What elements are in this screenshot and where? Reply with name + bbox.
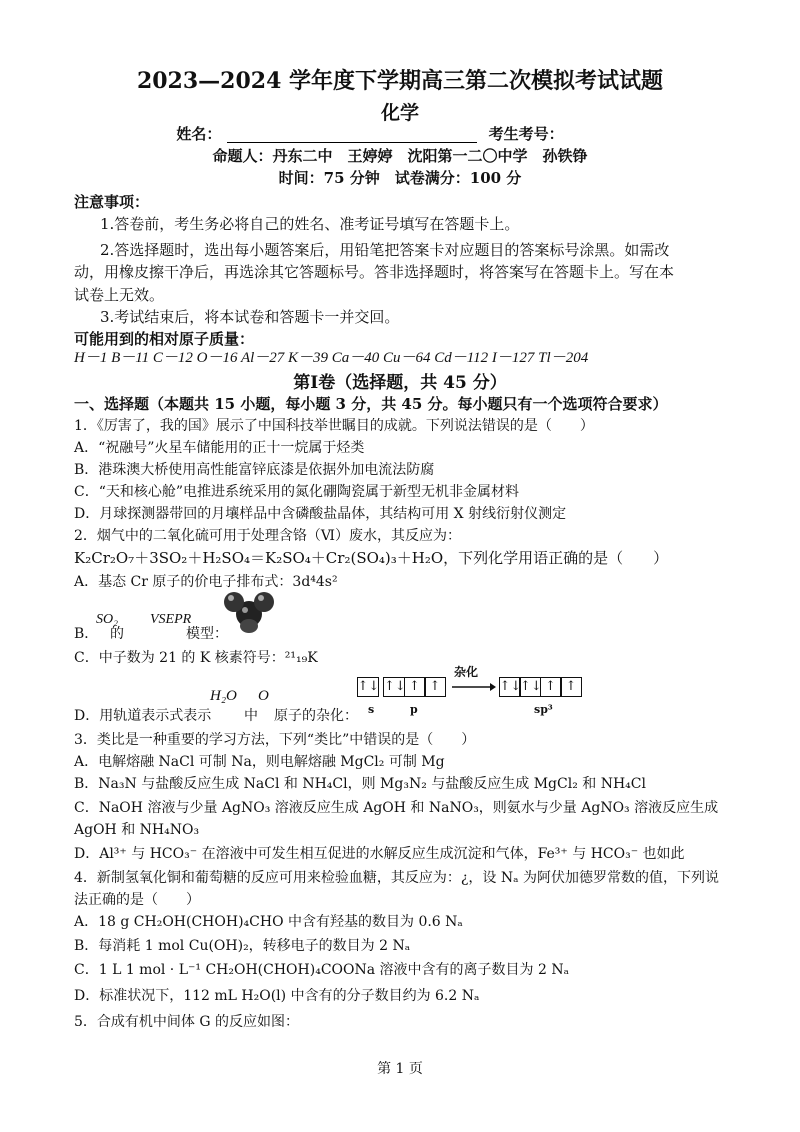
q2-option-a: A．基态 Cr 原子的价电子排布式：3d⁴4s² [74, 574, 338, 590]
q3-option-b: B．Na₃N 与盐酸反应生成 NaCl 和 NH₄Cl，则 Mg₃N₂ 与盐酸反应生成 MgCl₂ 和 NH₄Cl [74, 776, 646, 792]
exam-title: 2023—2024 学年度下学期高三第二次模拟考试试题 [136, 68, 664, 94]
hybridization-arrow [450, 665, 496, 697]
q4-option-c: C．1 L 1 mol · L⁻¹ CH₂OH(CHOH)₄COONa 溶液中含有的离子数目为 2 Nₐ [74, 962, 569, 978]
orbital-box-sp3-3: ↑ [540, 677, 562, 697]
q2-b-de: 的 [110, 626, 124, 642]
q1-option-a: A．“祝融号”火星车储能用的正十一烷属于烃类 [74, 440, 365, 456]
orbital-box-p2: ↑ [404, 677, 426, 697]
orbital-box-p3: ↑ [424, 677, 446, 697]
name-row [0, 124, 800, 144]
so2-vsepr-model-image [222, 588, 276, 634]
note-1: 1.答卷前，考生务必将自己的姓名、准考证号填写在答题卡上。 [100, 215, 520, 233]
q2-option-c: C．中子数为 21 的 K 核素符号：²¹₁₉K [74, 650, 318, 666]
q3-option-d: D．Al³⁺ 与 HCO₃⁻ 在溶液中可发生相互促进的水解反应生成沉淀和气体，Fe³⁺ 与 HCO₃⁻ 也如此 [74, 846, 685, 862]
q4-stem-2: 法正确的是（ ） [74, 892, 200, 908]
section-title: 第Ⅰ卷（选择题，共 45 分） [293, 373, 507, 393]
q4-option-a: A．18 g CH₂OH(CHOH)₄CHO 中含有羟基的数目为 0.6 Nₐ [74, 914, 463, 930]
hybridization-label: 杂化 [454, 665, 479, 679]
q5-stem: 5．合成有机中间体 G 的反应如图： [74, 1014, 299, 1030]
orbital-box-s: ↑↓ [357, 677, 379, 697]
atomic-heading: 可能用到的相对原子质量： [74, 330, 255, 348]
orbital-label-p: p [410, 703, 418, 716]
q1-stem: 1．《厉害了，我的国》展示了中国科技举世瞩目的成就。下列说法错误的是（ ） [74, 418, 594, 434]
id-label: 考生考号： [488, 125, 564, 143]
q1-option-c: C．“天和核心舱”电推进系统采用的氮化硼陶瓷属于新型无机非金属材料 [74, 484, 520, 500]
q2-d-zhong: 中 [244, 708, 258, 724]
q2-b-model-label: 模型： [186, 626, 228, 642]
q3-option-a: A．电解熔融 NaCl 可制 Na，则电解熔融 MgCl₂ 可制 Mg [74, 754, 445, 770]
q4-option-b: B．每消耗 1 mol Cu(OH)₂，转移电子的数目为 2 Nₐ [74, 938, 411, 954]
orbital-box-sp3-4: ↑ [560, 677, 582, 697]
name-label: 姓名： [176, 125, 222, 143]
orbital-boxes-after [500, 677, 582, 697]
q2-equation: K₂Cr₂O₇＋3SO₂＋H₂SO₄＝K₂SO₄＋Cr₂(SO₄)₃＋H₂O，下列化学用语正确的是（ ） [74, 549, 669, 567]
q2-b-label: B． [74, 626, 99, 642]
q2-d-post: 原子的杂化： [274, 708, 358, 724]
orbital-label-sp3: sp³ [534, 703, 553, 716]
orbital-diagram [357, 665, 582, 716]
page-number: 第 1 页 [377, 1061, 423, 1077]
orbital-boxes-before [358, 677, 446, 697]
orbital-box-sp3-2: ↑↓ [519, 677, 541, 697]
note-3: 3.考试结束后，将本试卷和答题卡一并交回。 [100, 308, 400, 326]
note-2b: 动，用橡皮擦干净后，再选涂其它答题标号。答非选择题时，将答案写在答题卡上。写在本 [74, 263, 675, 281]
name-blank[interactable] [227, 128, 477, 143]
section-heading: 一、选择题（本题共 15 小题，每小题 3 分，共 45 分。每小题只有一个选项符合要求） [74, 395, 668, 413]
atomic-masses: H－1 B－11 C－12 O－16 Al－27 K－39 Ca－40 Cu－64 Cd－112 I－127 Tl－204 [74, 350, 589, 366]
notes-heading: 注意事项： [74, 193, 150, 211]
orbital-box-sp3-1: ↑↓ [499, 677, 521, 697]
q2-d-label: D．用轨道表示式表示 [74, 708, 212, 724]
q4-option-d: D．标准状况下，112 mL H₂O(l) 中含有的分子数目约为 6.2 Nₐ [74, 988, 480, 1004]
q4-stem-1: 4．新制氢氧化铜和葡萄糖的反应可用来检验血糖，其反应为：¿，设 Nₐ 为阿伏加德罗常数的值，下列说 [74, 870, 719, 886]
q2-d-o: O [258, 688, 269, 704]
q3-option-c2: AgOH 和 NH₄NO₃ [74, 822, 200, 838]
q1-option-b: B．港珠澳大桥使用高性能富锌底漆是依据外加电流法防腐 [74, 462, 435, 478]
right-arrow-icon [450, 677, 496, 697]
q3-stem: 3．类比是一种重要的学习方法，下列“类比”中错误的是（ ） [74, 732, 476, 748]
q1-option-d: D．月球探测器带回的月壤样品中含磷酸盐晶体，其结构可用 X 射线衍射仪测定 [74, 506, 567, 522]
note-2a: 2.答选择题时，选出每小题答案后，用铅笔把答案卡对应题目的答案标号涂黑。如需改 [100, 241, 670, 259]
authors-line: 命题人：丹东二中 王婷婷 沈阳第一二〇中学 孙铁铮 [212, 147, 588, 165]
q3-option-c1: C．NaOH 溶液与少量 AgNO₃ 溶液反应生成 AgOH 和 NaNO₃，则氨水与少量 AgNO₃ 溶液反应生成 [74, 800, 719, 816]
q2-option-b [74, 612, 760, 644]
orbital-label-s: s [368, 703, 375, 716]
note-2c: 试卷上无效。 [74, 286, 165, 304]
q2-stem: 2．烟气中的二氧化硫可用于处理含铬（Ⅵ）废水，其反应为： [74, 528, 461, 544]
q2-b-molecule: SO₂ [96, 612, 118, 627]
orbital-box-p1: ↑↓ [383, 677, 405, 697]
time-line: 时间：75 分钟 试卷满分：100 分 [278, 169, 522, 187]
q2-b-vsepr: VSEPR [150, 612, 192, 627]
subject-title: 化学 [380, 102, 419, 124]
q2-d-h2o: H₂O [210, 688, 237, 704]
